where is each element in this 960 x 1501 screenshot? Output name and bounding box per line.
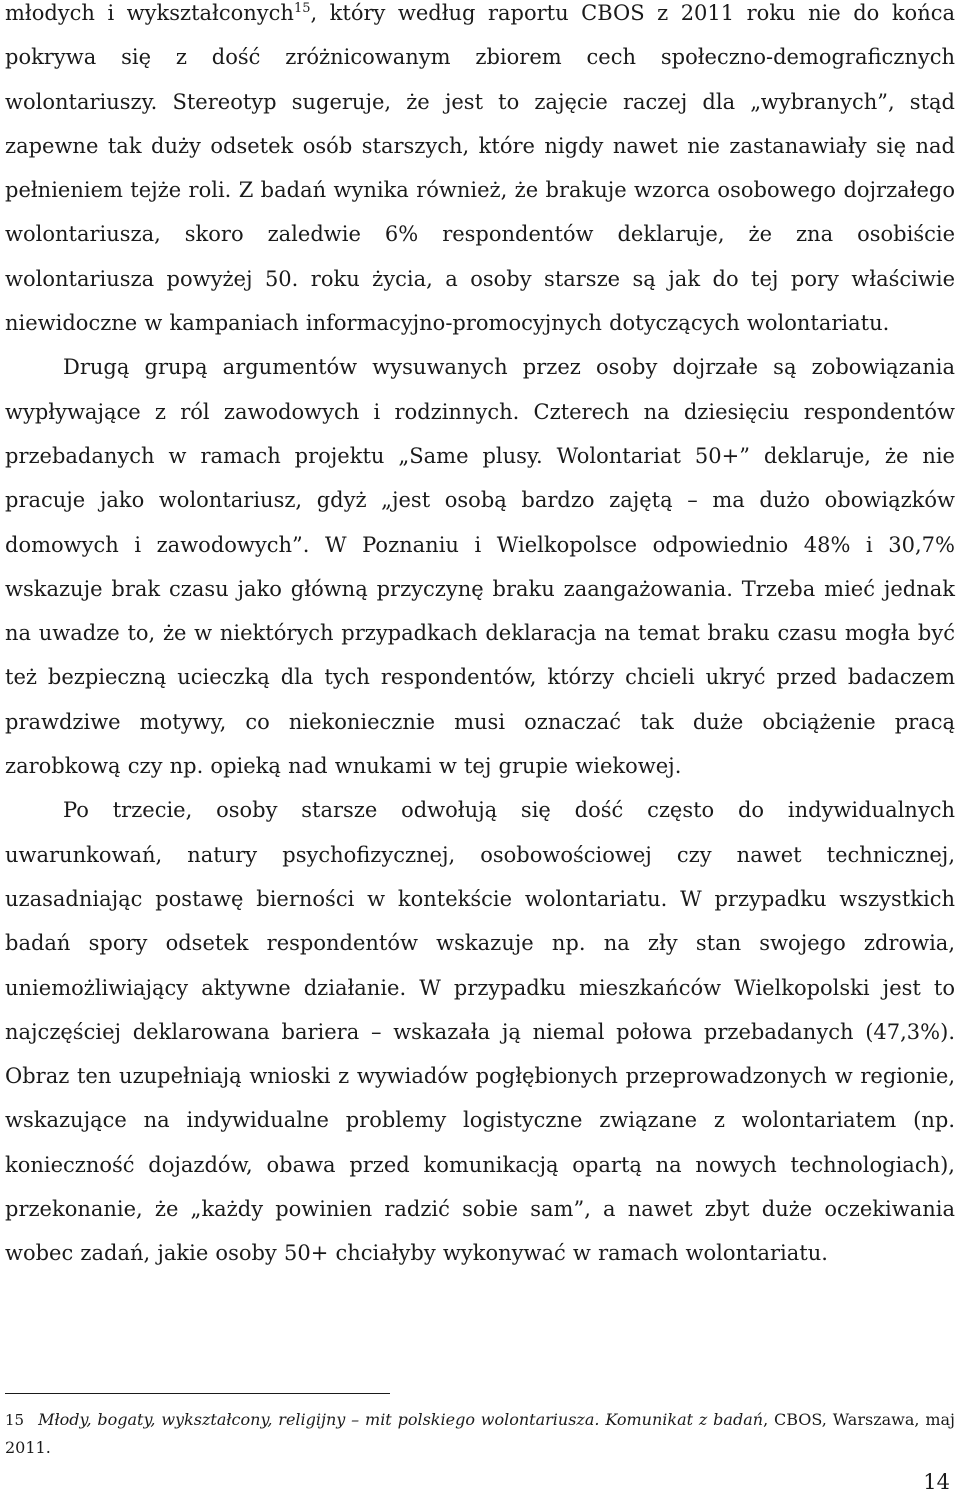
paragraph-1-start: młodych i wykształconych (5, 1, 294, 25)
page-number: 14 (923, 1470, 950, 1494)
paragraph-1-rest: , który według raportu CBOS z 2011 roku nie do końca pokrywa się z dość zróżnicowanym zbiorem cech społeczno-demograficznych wolontariuszy. Stereotyp sugeruje, że jest to zajęcie raczej dla „wybranych”, stąd zapewne tak duży odsetek osób starszych, które nigdy nawet nie zastanawiały się nad pełnieniem tejże roli. Z badań wynika również, że brakuje wzorca osobowego dojrzałego wolontariusza, skoro zaledwie 6% respondentów deklaruje, że zna osobiście wolontariusza powyżej 50. roku życia, a osoby starsze są jak do tej pory właściwie niewidoczne w kampaniach informacyjno-promocyjnych dotyczących wolontariatu. (5, 1, 955, 336)
paragraph-1 (5, 0, 955, 345)
footnote-reference[interactable]: 15 (293, 1, 311, 16)
footnote (5, 1406, 955, 1461)
footnote-source: , CBOS, Warszawa, maj 2011. (5, 1410, 956, 1457)
footnote-title: Młody, bogaty, wykształcony, religijny – mit polskiego wolontariusza. Komunikat z badań (38, 1410, 764, 1429)
footnote-separator (5, 1393, 390, 1394)
body-text (5, 0, 955, 1276)
paragraph-2: Drugą grupą argumentów wysuwanych przez osoby dojrzałe są zobowiązania wypływające z ról zawodowych i rodzinnych. Czterech na dziesięciu respondentów przebadanych w ramach projektu „Same plusy. Wolontariat 50+” deklaruje, że nie pracuje jako wolontariusz, gdyż „jest osobą bardzo zajętą – ma dużo obowiązków domowych i zawodowych”. W Poznaniu i Wielkopolsce odpowiednio 48% i 30,7% wskazuje brak czasu jako główną przyczynę braku zaangażowania. Trzeba mieć jednak na uwadze to, że w niektórych przypadkach deklaracja na temat braku czasu mogła być też bezpieczną ucieczką dla tych respondentów, którzy chcieli ukryć przed badaczem prawdziwe motywy, co niekoniecznie musi oznaczać tak duże obciążenie pracą zarobkową czy np. opieką nad wnukami w tej grupie wiekowej. (5, 355, 955, 779)
footnote-number: 15 (5, 1411, 25, 1429)
paragraph-3: Po trzecie, osoby starsze odwołują się dość często do indywidualnych uwarunkowań, natury psychofizycznej, osobowościowej czy nawet technicznej, uzasadniając postawę bierności w kontekście wolontariatu. W przypadku wszystkich badań spory odsetek respondentów wskazuje np. na zły stan swojego zdrowia, uniemożliwiający aktywne działanie. W przypadku mieszkańców Wielkopolski jest to najczęściej deklarowana bariera – wskazała ją niemal połowa przebadanych (47,3%). Obraz ten uzupełniają wnioski z wywiadów pogłębionych przeprowadzonych w regionie, wskazujące na indywidualne problemy logistyczne związane z wolontariatem (np. konieczność dojazdów, obawa przed komunikacją opartą na nowych technologiach), przekonanie, że „każdy powinien radzić sobie sam”, a nawet zbyt duże oczekiwania wobec zadań, jakie osoby 50+ chciałyby wykonywać w ramach wolontariatu. (5, 798, 955, 1266)
